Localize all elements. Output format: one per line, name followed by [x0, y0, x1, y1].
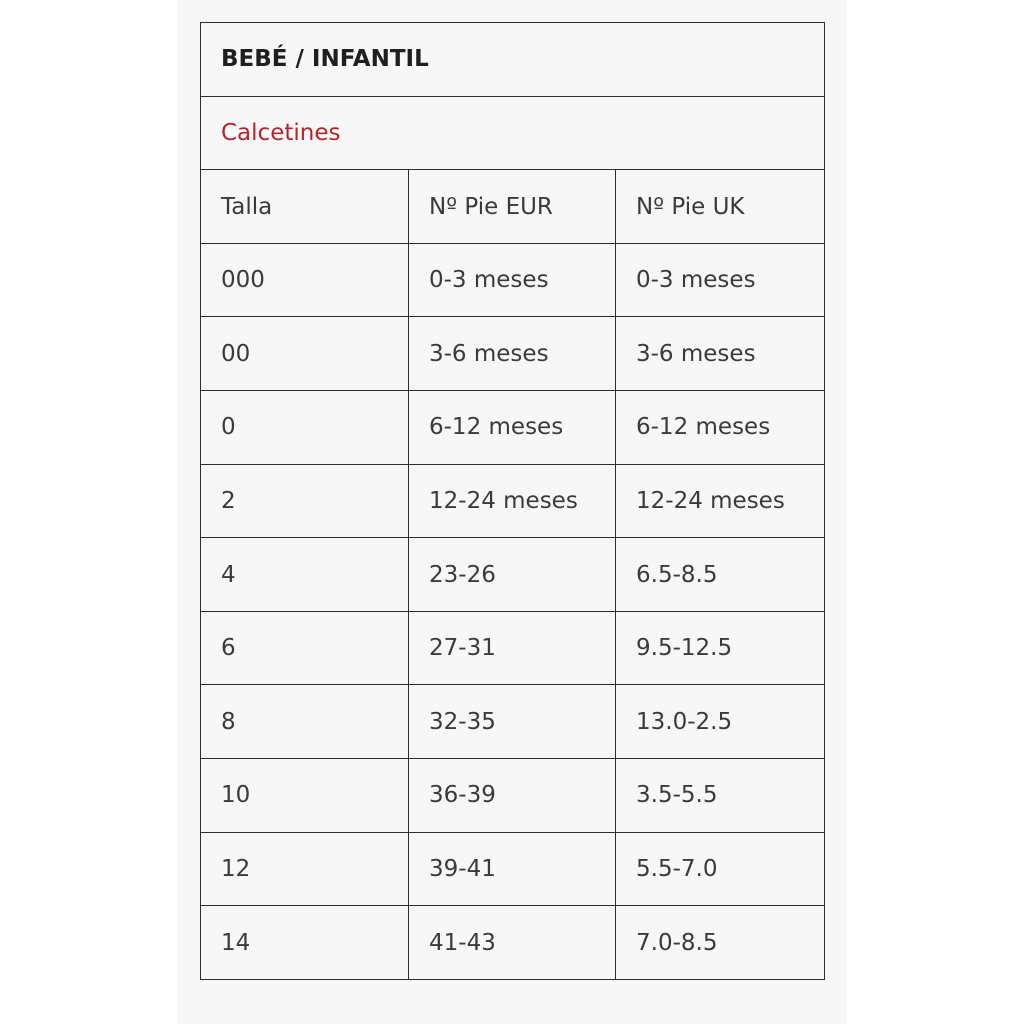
cell-pie-eur: 39-41	[409, 832, 616, 906]
header-pie-uk: Nº Pie UK	[616, 170, 825, 244]
table-row	[201, 538, 825, 612]
table-row	[201, 906, 825, 980]
cell-pie-eur: 27-31	[409, 611, 616, 685]
table-row	[201, 464, 825, 538]
size-chart-table	[200, 22, 825, 980]
table-row	[201, 317, 825, 391]
cell-talla: 10	[201, 759, 409, 833]
cell-pie-eur: 3-6 meses	[409, 317, 616, 391]
title-row	[201, 23, 825, 97]
cell-pie-eur: 0-3 meses	[409, 243, 616, 317]
header-talla: Talla	[201, 170, 409, 244]
cell-talla: 00	[201, 317, 409, 391]
table-row	[201, 391, 825, 465]
cell-pie-uk: 12-24 meses	[616, 464, 825, 538]
header-pie-eur: Nº Pie EUR	[409, 170, 616, 244]
cell-pie-eur: 23-26	[409, 538, 616, 612]
table-title: BEBÉ / INFANTIL	[201, 23, 825, 97]
cell-talla: 2	[201, 464, 409, 538]
cell-pie-uk: 3-6 meses	[616, 317, 825, 391]
cell-pie-eur: 41-43	[409, 906, 616, 980]
cell-pie-uk: 9.5-12.5	[616, 611, 825, 685]
subtitle-row	[201, 96, 825, 170]
cell-pie-uk: 7.0-8.5	[616, 906, 825, 980]
cell-talla: 12	[201, 832, 409, 906]
table-row	[201, 685, 825, 759]
cell-pie-eur: 36-39	[409, 759, 616, 833]
cell-pie-uk: 6-12 meses	[616, 391, 825, 465]
cell-talla: 14	[201, 906, 409, 980]
cell-pie-eur: 32-35	[409, 685, 616, 759]
table-row	[201, 832, 825, 906]
cell-pie-uk: 0-3 meses	[616, 243, 825, 317]
cell-pie-uk: 3.5-5.5	[616, 759, 825, 833]
cell-pie-eur: 12-24 meses	[409, 464, 616, 538]
table-row	[201, 243, 825, 317]
cell-pie-uk: 6.5-8.5	[616, 538, 825, 612]
cell-talla: 000	[201, 243, 409, 317]
cell-pie-uk: 13.0-2.5	[616, 685, 825, 759]
cell-talla: 8	[201, 685, 409, 759]
cell-talla: 0	[201, 391, 409, 465]
cell-talla: 6	[201, 611, 409, 685]
cell-talla: 4	[201, 538, 409, 612]
cell-pie-uk: 5.5-7.0	[616, 832, 825, 906]
header-row	[201, 170, 825, 244]
table-subtitle: Calcetines	[201, 96, 825, 170]
table-row	[201, 759, 825, 833]
cell-pie-eur: 6-12 meses	[409, 391, 616, 465]
table-row	[201, 611, 825, 685]
